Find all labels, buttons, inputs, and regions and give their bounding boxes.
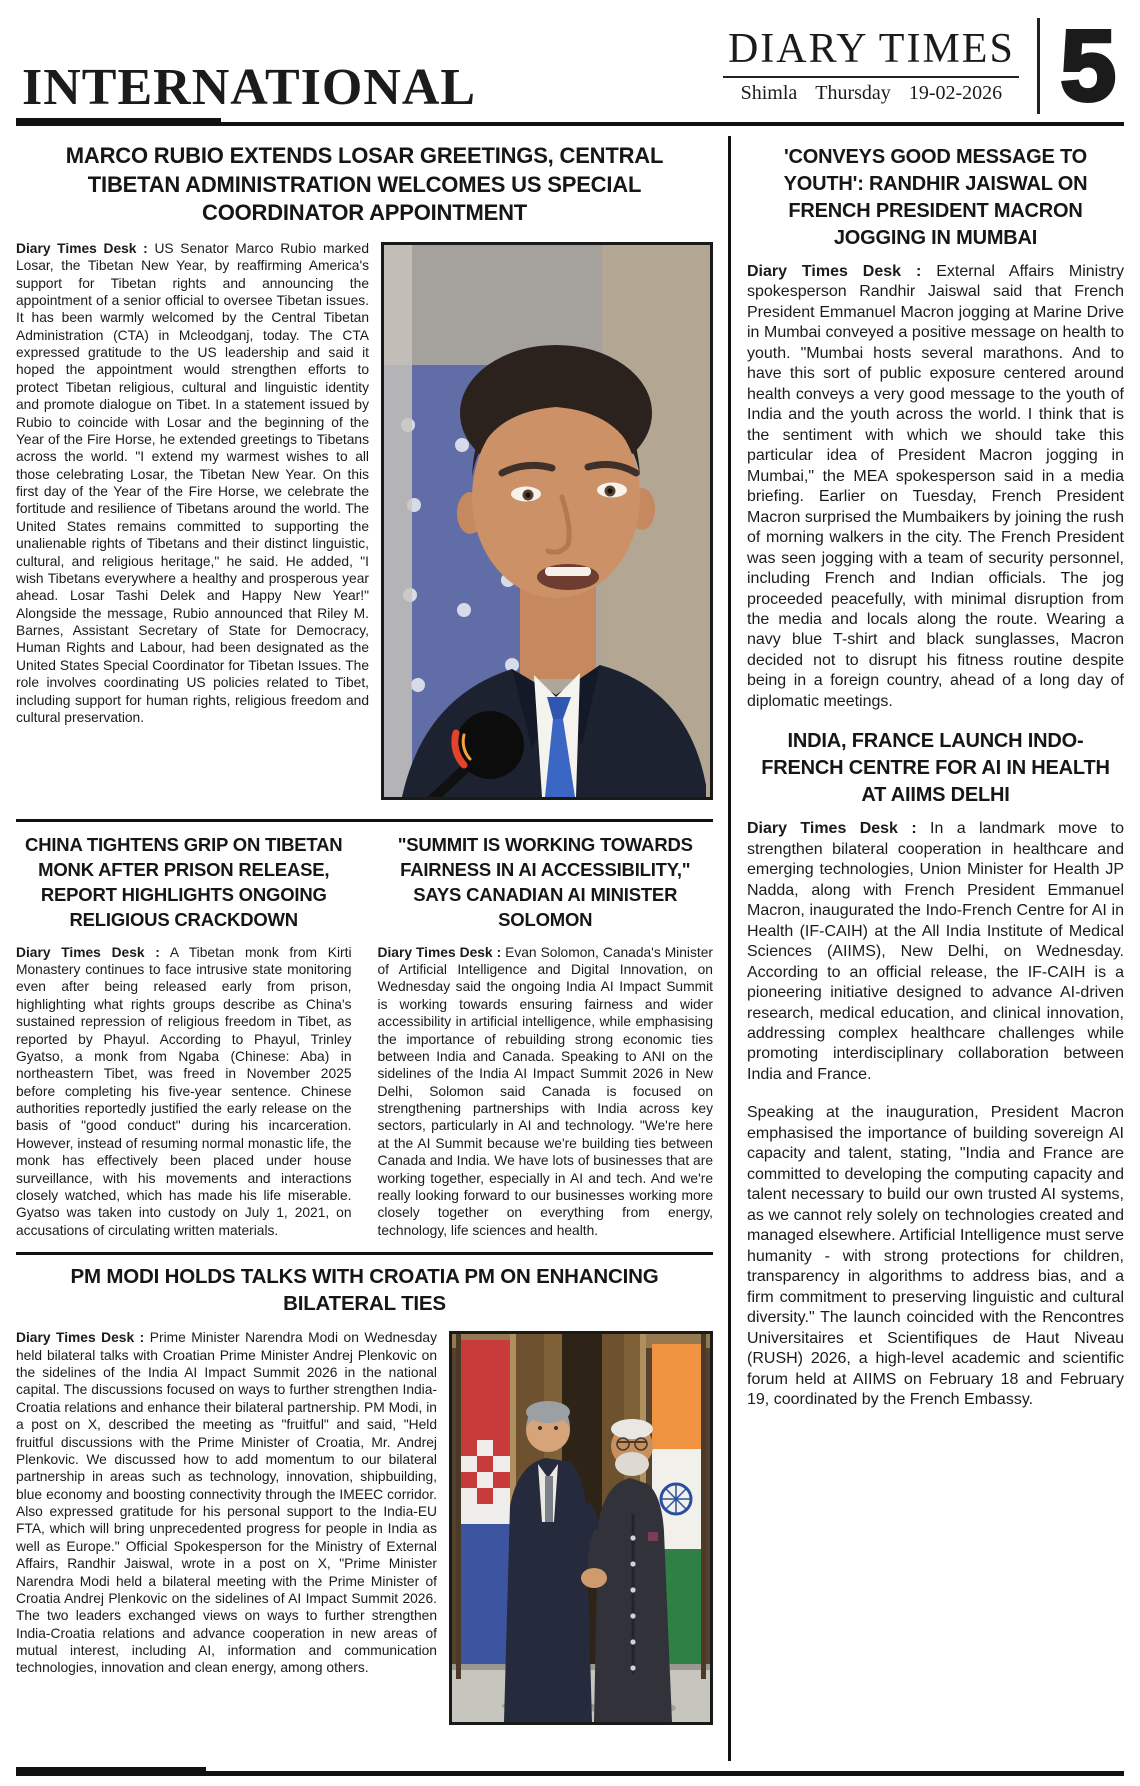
article-monk-headline: CHINA TIGHTENS GRIP ON TIBETAN MONK AFTER PRISON RELEASE, REPORT HIGHLIGHTS ONGOING RELIGIOUS CRACKDOWN: [25, 833, 343, 930]
section-divider: [16, 819, 713, 822]
article-monk: [16, 831, 352, 1239]
paper-block: [721, 27, 1021, 105]
dateline-place: Shimla: [740, 82, 798, 105]
section-divider: [16, 1252, 713, 1255]
byline: Diary Times Desk :: [16, 944, 160, 960]
body-text: Evan Solomon, Canada's Minister of Artificial Intelligence and Digital Innovation, on Wednesday said the ongoing India AI Impact Summit is working towards ensuring fairness and wider accessibility in artificial intelligence, while emphasising the importance of rebuilding strong economic ties between India and Canada. Speaking to ANI on the sidelines of the India AI Impact Summit 2026 in New Delhi, Solomon said Canada is focused on strengthening partnerships with India across key sectors, particularly in AI and technology. "We're here at the AI Summit because we're building ties between Canada and India. We have lots of businesses that are working together, especially in AI and tech. And we're really looking forward to our businesses working more closely together on everything from energy, technology, life sciences and health.: [377, 944, 713, 1238]
article-modi-content: [16, 1329, 713, 1731]
body-text: In a landmark move to strengthen bilateral cooperation in healthcare and emerging technologies, Union Minister for Health JP Nadda, along with French President Emmanuel Macron, inaugurated the Indo-French Centre for AI in Health (IF-CAIH) at the All India Institute of Medical Sciences (AIIMS), New Delhi, on Wednesday. According to an official release, the IF-CAIH is a pioneering initiative designed to advance AI-driven research, medical education, and clinical innovation, addressing complex healthcare challenges while promoting interdisciplinary collaboration between India and France.: [747, 820, 1125, 1083]
dateline-day: Thursday: [815, 82, 891, 105]
article-aiims: [747, 728, 1124, 1410]
paper-name-underline: [723, 76, 1019, 78]
paper-name: DIARY TIMES: [727, 25, 1015, 72]
article-macron-body: [747, 262, 1124, 712]
article-modi-headline: PM MODI HOLDS TALKS WITH CROATIA PM ON ENHANCING BILATERAL TIES: [70, 1265, 659, 1315]
two-column-section: [16, 831, 713, 1239]
section-title: INTERNATIONAL: [22, 59, 477, 116]
rubio-photo: [381, 242, 713, 800]
body-text: External Affairs Ministry spokesperson Randhir Jaiswal said that French President Emmanuel Macron jogging at Marine Drive in Mumbai conveyed a positive message on health to youth. "Mumbai hosts several marathons. And to have this sort of public exposure centered around health conveys a very good message to the youth of India and the youth across the world. I think that is the sentiment with which we should take this particular idea of President Macron jogging in Mumbai," the MEA spokesperson said in a media briefing. Earlier on Tuesday, French President Macron surprised the Mumbaikers by joining the rush of morning walkers in the city. The French President was seen jogging with a team of security personnel, including French and Indian officials. The jog proceeded peacefully, with minimal disruption from the media and locals along the route. Wearing a navy blue T-shirt and black sunglasses, Macron decided not to disrupt his fitness routine despite being in a foreign country, ahead of a long day of diplomatic meetings.: [747, 263, 1124, 710]
modi-plenkovic-photo: [449, 1331, 713, 1725]
article-monk-body: [16, 944, 352, 1239]
masthead: [16, 8, 1124, 122]
article-rubio: [16, 142, 713, 806]
article-macron-headline: 'CONVEYS GOOD MESSAGE TO YOUTH': RANDHIR JAISWAL ON FRENCH PRESIDENT MACRON JOGGING IN MUMBAI: [783, 146, 1088, 249]
article-summit-headline: "SUMMIT IS WORKING TOWARDS FAIRNESS IN AI ACCESSIBILITY," SAYS CANADIAN AI MINISTER SOLOMON: [397, 833, 693, 930]
byline: Diary Times Desk :: [747, 820, 917, 838]
article-modi-croatia: [16, 1264, 713, 1731]
byline: Diary Times Desk :: [747, 263, 922, 280]
page-number: 5: [1060, 10, 1114, 122]
article-macron-jogging: [747, 144, 1124, 712]
header-rule: [16, 122, 1124, 126]
content-grid: [16, 136, 1124, 1761]
article-summit: [378, 831, 714, 1239]
masthead-right: [721, 10, 1118, 122]
article-summit-body: [378, 944, 714, 1239]
byline: Diary Times Desk :: [377, 944, 502, 960]
article-aiims-headline: INDIA, FRANCE LAUNCH INDO-FRENCH CENTRE FOR AI IN HEALTH AT AIIMS DELHI: [761, 730, 1110, 807]
article-rubio-headline: MARCO RUBIO EXTENDS LOSAR GREETINGS, CENTRAL TIBETAN ADMINISTRATION WELCOMES US SPECIAL COORDINATOR APPOINTMENT: [65, 143, 664, 226]
body-text: US Senator Marco Rubio marked Losar, the Tibetan New Year, by reaffirming America's support for Tibetan rights and announcing the appointment of a senior official to oversee Tibetan issues. It has been warmly welcomed by the Central Tibetan Administration (CTA) in Mcleodganj, today. The CTA expressed gratitude to the US leadership and said it hoped the appointment would strengthen efforts to protect Tibetan religious, cultural and linguistic identity and promote dialogue on Tibet. In a statement issued by Rubio to coincide with Losar and the beginning of the Year of the Fire Horse, he extended greetings to Tibetans across the world. "I extend my warmest wishes to all those celebrating Losar, the Tibetan New Year. On this first day of the Year of the Fire Horse, we celebrate the fortitude and resilience of Tibetans around the world. The United States remains committed to supporting the unalienable rights of Tibetans and their distinct linguistic, cultural, and religious heritage," he said. He added, "I wish Tibetans everywhere a healthy and prosperous year ahead. Losar Tashi Delek and Happy New Year!" Alongside the message, Rubio announced that Riley M. Barnes, Assistant Secretary of State for Democracy, Human Rights and Labour, had been designated as the United States Special Coordinator for Tibetan Issues. The role involves coordinating US policies related to Tibet, including support for human rights, religious freedom and cultural preservation.: [16, 240, 370, 725]
byline: Diary Times Desk :: [16, 240, 148, 256]
article-aiims-body-p2: [747, 1103, 1124, 1410]
body-text: Speaking at the inauguration, President Macron emphasised the importance of building sovereign AI capacity and talent, stating, "India and France are committed to developing the computing capacity and talent necessary to build our own trusted AI systems, as we cannot rely solely on technologies created and managed elsewhere. Artificial Intelligence must serve humanity - with strong protections for children, transparency in algorithms to address bias, and a firm commitment to preserving linguistic and cultural diversity." The launch coincided with the Rencontres Universitaires et Scientifiques de Haut Niveau (RUSH) 2026, a high-level academic and scientific forum held at AIIMS on February 18 and February 19, coordinated by the French Embassy.: [747, 1104, 1124, 1408]
dateline: [721, 82, 1021, 105]
article-aiims-body-p1: [747, 819, 1124, 1085]
masthead-divider: [1037, 18, 1040, 114]
body-text: A Tibetan monk from Kirti Monastery continues to face intrusive state monitoring even after being released early from prison, highlighting what rights groups describe as China's sustained repression of religious freedom in Tibet, as reported by Phayul. According to Phayul, Trinley Gyatso, a monk from Ngaba (Chinese: Aba) in northeastern Tibet, was freed in November 2025 before completing his five-year sentence. Chinese authorities reportedly justified the early release on the basis of "good conduct" during his incarceration. However, instead of resuming normal monastic life, the monk has effectively been placed under house surveillance, with his movements and interactions closely watched, which has made his life miserable. Gyatso was taken into custody on July 1, 2021, on accusations of circulating written materials.: [16, 944, 352, 1238]
body-text: Prime Minister Narendra Modi on Wednesday held bilateral talks with Croatian Prime Minister Andrej Plenkovic on the sidelines of the India AI Impact Summit 2026 in the national capital. The discussions focused on ways to further strengthen India-Croatia relations and enhance their bilateral partnership. PM Modi, in a post on X, described the meeting as "fruitful" and said, "Held fruitful discussions with the Prime Minister of Croatia, Mr. Andrej Plenkovic. We discussed how to add momentum to our bilateral partnership in areas such as technology, innovation, shipbuilding, blue economy and boosting connectivity through the IMEEC corridor. Also expressed gratitude for his personal support to the India-EU FTA, which will bring unprecedented progress for people in India as well as Europe." Official Spokesperson for the Ministry of External Affairs, Randhir Jaiswal, wrote in a post on X, "Prime Minister Narendra Modi held a bilateral meeting with the Prime Minister of Croatia Andrej Plenkovic on the sidelines of AI Impact Summit 2026. The two leaders exchanged views on ways to further strengthen India-Croatia relations and advance cooperation in new areas of mutual interest, including AI, information and communication technologies, innovation and clean energy, among others.: [16, 1330, 438, 1676]
bottom-rule: [16, 1771, 1124, 1776]
dateline-date: 19-02-2026: [908, 82, 1003, 105]
right-column: [728, 136, 1124, 1761]
article-rubio-content: [16, 240, 713, 806]
left-column: [16, 136, 728, 1761]
byline: Diary Times Desk :: [16, 1330, 145, 1346]
